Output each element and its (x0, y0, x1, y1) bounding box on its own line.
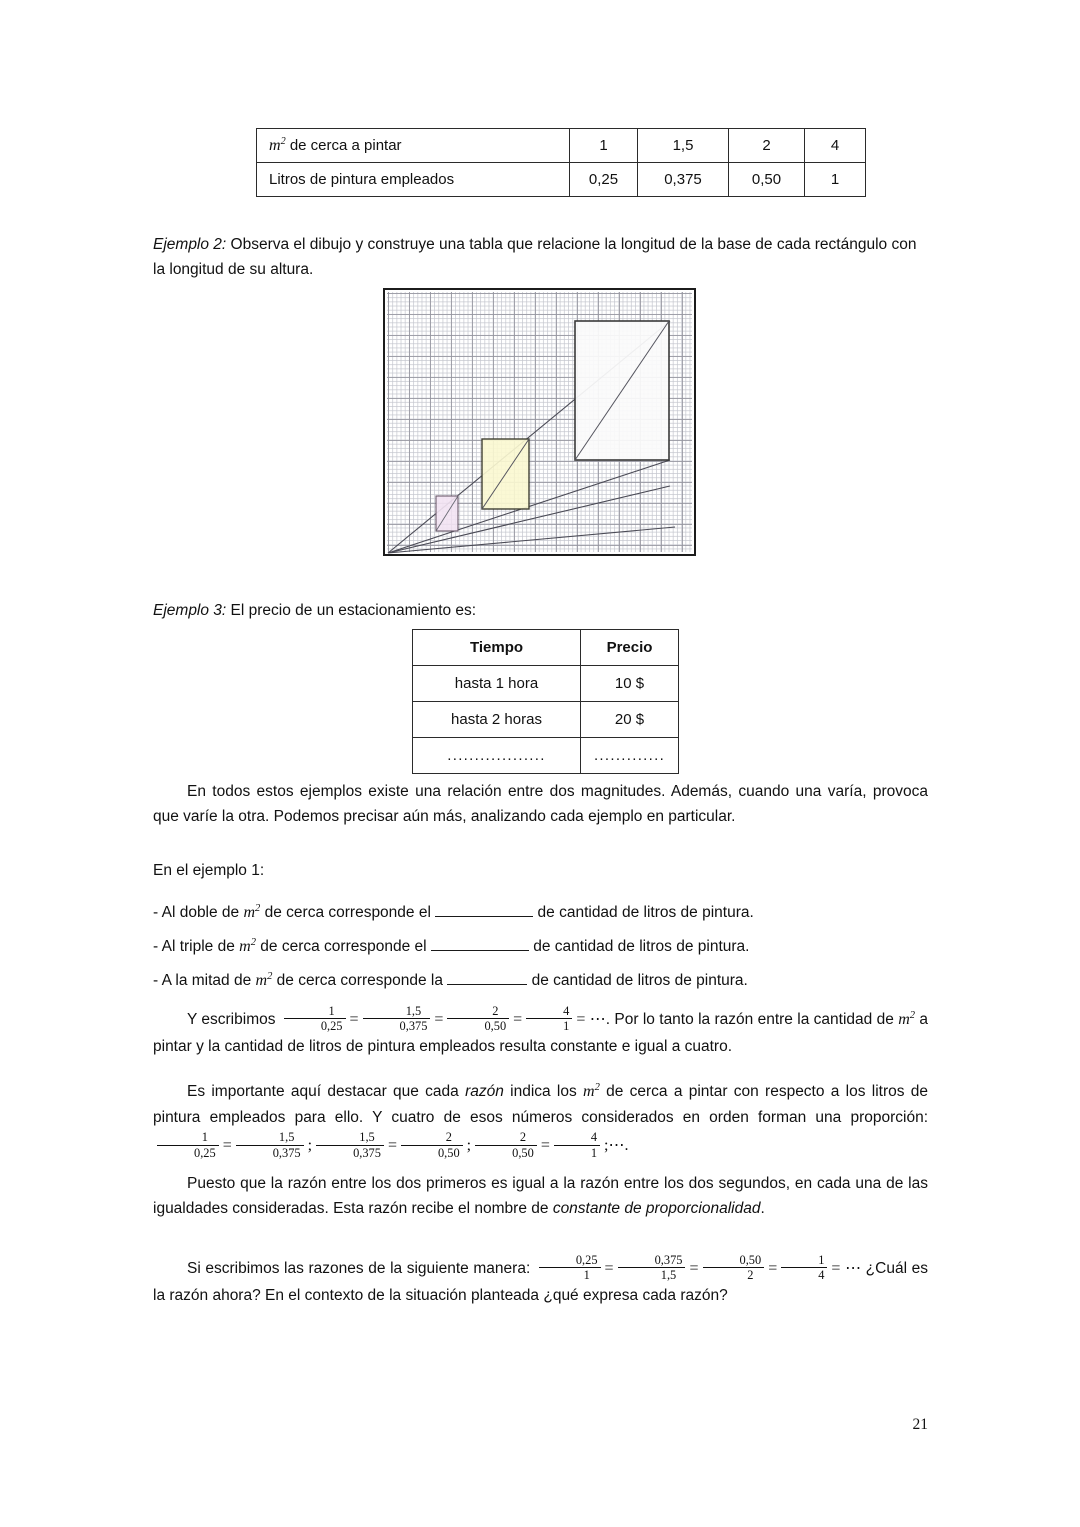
fraction-denominator: 1 (554, 1145, 600, 1160)
fraction-denominator: 0,375 (363, 1018, 431, 1033)
ejemplo2-text: Observa el dibujo y construye una tabla que relacione la longitud de la base de cada rectángulo con la longitud de su altura. (153, 236, 917, 279)
constante-text-b: . (760, 1200, 765, 1218)
m-exponent: 2 (250, 937, 256, 948)
equals-sign: = (222, 1137, 232, 1155)
column-header-tiempo: Tiempo (413, 630, 581, 666)
cell-value: 1 (570, 129, 638, 163)
semicolon: ; (307, 1137, 313, 1155)
cell-tiempo-dots: .................. (413, 738, 581, 774)
fraction-denominator: 1 (526, 1018, 572, 1033)
fraction (316, 1130, 384, 1160)
equals-sign: = (434, 1010, 444, 1028)
period: . (624, 1137, 629, 1155)
bullet-triple-text-c: de cantidad de litros de pintura. (528, 938, 750, 956)
ray-bottom (388, 527, 675, 553)
fraction-denominator: 0,50 (475, 1145, 537, 1160)
cell-tiempo: hasta 1 hora (413, 666, 581, 702)
fraction-numerator: 4 (590, 1130, 598, 1145)
table-row (413, 738, 679, 774)
fraction-numerator: 0,50 (739, 1253, 762, 1267)
ellipsis: ⋯ (845, 1259, 862, 1277)
table-row (257, 129, 866, 163)
fraction-numerator: 2 (519, 1130, 527, 1145)
equals-sign: = (576, 1010, 586, 1028)
ejemplo3-paragraph (153, 598, 928, 623)
fraction (401, 1130, 463, 1160)
rectangles-figure (383, 288, 696, 556)
fraction (526, 1004, 572, 1034)
m-exponent: 2 (280, 136, 286, 147)
m-symbol: m (898, 1010, 910, 1028)
paragraph-constante (153, 1171, 928, 1221)
fraction (703, 1253, 765, 1283)
row-label-text: de cerca a pintar (285, 137, 402, 154)
cell-value: 1 (805, 163, 866, 197)
equals-sign: = (604, 1259, 614, 1277)
bullet-doble-text-b: de cerca corresponde el (260, 904, 436, 922)
razones-text-b: ¿Cuál es la razón ahora? En el contexto de la situación planteada ¿qué expresa cada razón? (153, 1259, 928, 1304)
cell-value: 0,25 (570, 163, 638, 197)
paragraph-relacion: En todos estos ejemplos existe una relación entre dos magnitudes. Además, cuando una varía, provoca que varíe la otra. Podemos precisar aún más, analizando cada ejemplo en particular. (153, 783, 928, 826)
bullet-doble-text-a: - Al doble de (153, 904, 244, 922)
fraction-denominator: 1,5 (618, 1267, 686, 1282)
row-label-area (257, 129, 570, 163)
m-symbol: m (583, 1083, 595, 1101)
fraction-denominator: 0,50 (401, 1145, 463, 1160)
constante-italic: constante de proporcionalidad (552, 1200, 761, 1218)
cell-tiempo: hasta 2 horas (413, 702, 581, 738)
table-row (413, 666, 679, 702)
fraction-numerator: 1,5 (278, 1130, 295, 1145)
constante-text-a: Puesto que la razón entre los dos primeros es igual a la razón entre los dos segundos, en cada una de las igualdades consideradas. Esta razón recibe el nombre de (153, 1175, 928, 1218)
fraction-numerator: 2 (445, 1130, 452, 1145)
answer-blank[interactable] (435, 901, 533, 917)
m-symbol: m (239, 938, 251, 956)
fraction-numerator: 1,5 (359, 1130, 375, 1145)
fraction-numerator: 0,375 (654, 1253, 683, 1267)
bullet-doble (153, 900, 928, 926)
figure-frame (383, 288, 696, 556)
cell-precio: 20 $ (581, 702, 679, 738)
fraction-denominator: 0,25 (284, 1018, 346, 1033)
escribimos-text-b: . Por lo tanto la razón entre la cantidad de (605, 1010, 899, 1028)
table-row (257, 163, 866, 197)
fraction (539, 1253, 601, 1283)
semicolon: ; (604, 1137, 609, 1155)
equals-sign: = (540, 1137, 550, 1155)
m-symbol: m (255, 972, 268, 990)
m-symbol: m (243, 904, 256, 922)
equals-sign: = (768, 1259, 778, 1277)
fraction (618, 1253, 686, 1283)
fraction (475, 1130, 537, 1160)
paragraph-razones (153, 1253, 928, 1308)
cell-value: 4 (805, 129, 866, 163)
equals-sign: = (387, 1137, 397, 1155)
bullet-mitad (153, 968, 928, 994)
bullet-triple-text-a: - Al triple de (153, 938, 240, 956)
fraction-denominator: 4 (781, 1267, 827, 1282)
answer-blank[interactable] (431, 935, 529, 951)
cell-value: 1,5 (638, 129, 729, 163)
bullet-mitad-text-b: de cerca corresponde la (272, 972, 448, 990)
cell-precio: 10 $ (581, 666, 679, 702)
equals-sign: = (689, 1259, 699, 1277)
fraction (554, 1130, 600, 1160)
m-exponent: 2 (255, 903, 261, 914)
razon-text-c: de cerca a pintar con respecto a los litros de pintura empleados para ello. Y cuatro de esos números considerados en orden forman una proporción: (153, 1083, 928, 1127)
figure-vector-layer (385, 290, 696, 556)
bullet-mitad-text-c: de cantidad de litros de pintura. (527, 972, 748, 990)
m-exponent: 2 (909, 1009, 916, 1021)
m-symbol: m (269, 137, 281, 154)
razones-text-a: Si escribimos las razones de la siguiente manera: (187, 1259, 535, 1277)
fraction-denominator: 0,25 (157, 1145, 219, 1160)
cell-value: 2 (729, 129, 805, 163)
row-label-liters: Litros de pintura empleados (257, 163, 570, 197)
fraction-numerator: 0,25 (575, 1253, 598, 1267)
fraction-denominator: 0,375 (236, 1145, 304, 1160)
fraction-numerator: 1 (328, 1004, 335, 1018)
fraction-numerator: 1 (201, 1130, 208, 1145)
m-exponent: 2 (594, 1082, 600, 1093)
ejemplo2-label: Ejemplo 2: (153, 236, 227, 253)
table-header-row (413, 630, 679, 666)
fraction (284, 1004, 346, 1034)
paragraph-ejemplo1-intro: En el ejemplo 1: (153, 862, 265, 879)
fraction (781, 1253, 827, 1283)
equals-sign: = (831, 1259, 841, 1277)
fraction-numerator: 2 (492, 1004, 499, 1018)
page-number: 21 (912, 1416, 928, 1433)
fraction-denominator: 0,375 (316, 1145, 384, 1160)
fraction (447, 1004, 509, 1034)
parking-table (412, 629, 679, 774)
fraction-denominator: 2 (703, 1267, 765, 1282)
fraction-numerator: 4 (563, 1004, 570, 1018)
bullet-doble-text-c: de cantidad de litros de pintura. (533, 904, 754, 922)
fraction-denominator: 0,50 (447, 1018, 509, 1033)
fraction (157, 1130, 219, 1160)
fraction-numerator: 1 (818, 1253, 825, 1267)
bullet-mitad-text-a: - A la mitad de (153, 972, 256, 990)
cell-value: 0,50 (729, 163, 805, 197)
fraction-numerator: 1,5 (405, 1004, 422, 1018)
paint-table (256, 128, 866, 197)
column-header-precio: Precio (581, 630, 679, 666)
fraction (363, 1004, 431, 1034)
razon-text-b: indica los (503, 1083, 584, 1101)
cell-precio-dots: ............. (581, 738, 679, 774)
ejemplo3-text: El precio de un estacionamiento es: (226, 602, 477, 619)
equals-sign: = (349, 1010, 359, 1028)
ejemplo2-paragraph (153, 232, 928, 282)
answer-blank[interactable] (447, 969, 527, 985)
razon-italic: razón (465, 1083, 504, 1101)
m-exponent: 2 (267, 971, 273, 982)
equals-sign: = (513, 1010, 523, 1028)
ellipsis: ⋯ (589, 1010, 606, 1028)
paint-table-container (256, 128, 866, 197)
parking-table-container (412, 629, 679, 774)
bullet-triple-text-b: de cerca corresponde el (255, 938, 431, 956)
paragraph-razon-indica (153, 1079, 928, 1160)
paragraph-escribimos (153, 1004, 928, 1059)
ejemplo3-label: Ejemplo 3: (153, 602, 227, 619)
escribimos-text-a: Y escribimos (187, 1010, 280, 1028)
escribimos-text-c: a pintar y la cantidad de litros de pintura empleados resulta constante e igual a cuatro. (153, 1010, 928, 1055)
fraction-denominator: 1 (539, 1267, 601, 1282)
bullet-triple (153, 934, 928, 960)
fraction (236, 1130, 304, 1160)
cell-value: 0,375 (638, 163, 729, 197)
semicolon: ; (466, 1137, 472, 1155)
razon-text-a: Es importante aquí destacar que cada (187, 1083, 466, 1101)
ellipsis: ⋯ (608, 1137, 625, 1155)
table-row (413, 702, 679, 738)
